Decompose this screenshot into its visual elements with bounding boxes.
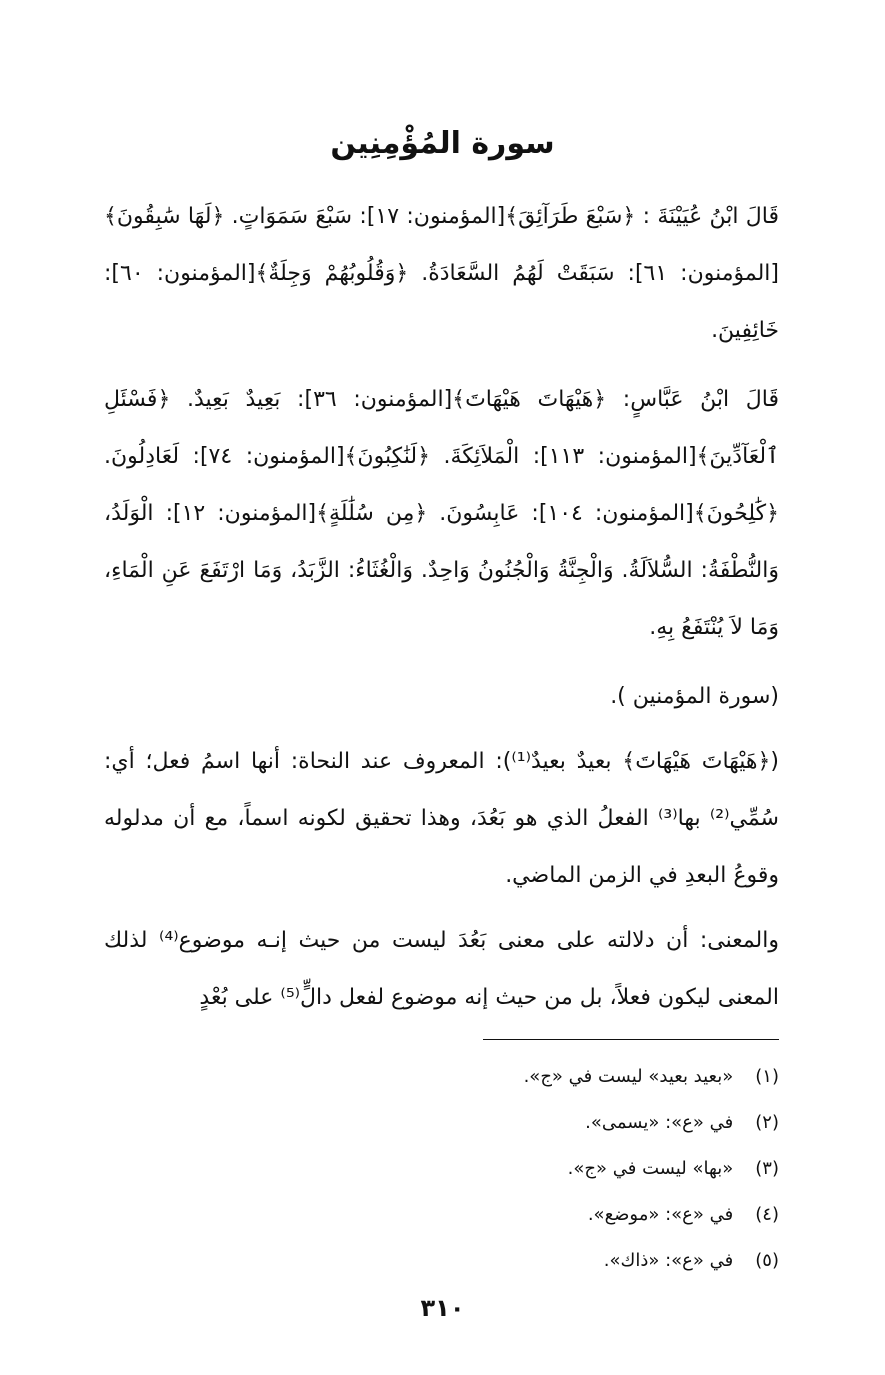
- page-number: ٣١٠: [420, 1294, 465, 1322]
- footnote-number: (١): [755, 1066, 779, 1087]
- surah-title: سورة المُؤْمِنِين: [330, 126, 555, 161]
- footnote-number: (٤): [755, 1204, 779, 1225]
- paragraph-ibn-uyaynah: قَالَ ابْنُ عُيَيْنَةَ : ﴿سَبْعَ طَرَآئِقَ﴾[المؤمنون: ١٧]: سَبْعَ سَمَوَاتٍ. ﴿لَهَا سَٰبِقُونَ﴾[المؤمنون: ٦١]: سَبَقَتْ لَهُمُ السَّعَادَةُ. ﴿وَقُلُوبُهُمْ وَجِلَةٌ﴾[المؤمنون: ٦٠]: خَائِفِينَ.: [104, 204, 780, 343]
- footnote-number: (٥): [755, 1250, 779, 1271]
- commentary-paragraph-2: والمعنى: أن دلالته على معنى بَعُدَ ليست من حيث إنـه موضوع⁽⁴⁾ لذلك المعنى ليكون فعلاً، بل من حيث إنه موضوع لفعل دالٍّ⁽⁵⁾ على بُعْدٍ: [104, 928, 779, 1010]
- footnote-5: [279, 1238, 779, 1284]
- commentary-heading: (سورة المؤمنين ).: [610, 684, 779, 709]
- footnotes: [279, 1054, 779, 1284]
- paragraph-ibn-abbas: قَالَ ابْنُ عَبَّاسٍ: ﴿هَيْهَاتَ هَيْهَاتَ﴾[المؤمنون: ٣٦]: بَعِيدٌ بَعِيدٌ. ﴿فَسْئَلِ ٱلْعَآدِّينَ﴾[المؤمنون: ١١٣]: الْمَلاَئِكَةَ. ﴿لَنَٰكِبُونَ﴾[المؤمنون: ٧٤]: لَعَادِلُونَ. ﴿كَٰلِحُونَ﴾[المؤمنون: ١٠٤]: عَابِسُونَ. ﴿مِن سُلَٰلَةٍ﴾[المؤمنون: ١٢]: الْوَلَدُ، وَالنُّطْفَةُ: السُّلاَلَةُ. وَالْجِنَّةُ وَالْجُنُونُ وَاحِدٌ. وَالْغُثَاءُ: الزَّبَدُ، وَمَا ارْتَفَعَ عَنِ الْمَاءِ، وَمَا لاَ يُنْتَفَعُ بِهِ.: [104, 387, 779, 640]
- footnote-text: في «ع»: «يسمى».: [585, 1112, 734, 1133]
- footnote-text: «بعيد بعيد» ليست في «ج».: [523, 1066, 734, 1087]
- footnote-3: [279, 1146, 779, 1192]
- footnote-1: [279, 1054, 779, 1100]
- footnote-number: (٢): [755, 1112, 779, 1133]
- commentary-paragraph-1: (﴿هَيْهَاتَ هَيْهَاتَ﴾ بعيدٌ بعيدٌ⁽¹⁾): المعروف عند النحاة: أنها اسمُ فعل؛ أي: سُمِّي⁽²⁾ بها⁽³⁾ الفعلُ الذي هو بَعُدَ، وهذا تحقيق لكونه اسماً، مع أن مدلوله وقوعُ البعدِ في الزمن الماضي.: [104, 749, 779, 888]
- footnote-text: «بها» ليست في «ج».: [567, 1158, 734, 1179]
- footnote-2: [279, 1100, 779, 1146]
- footnote-text: في «ع»: «موضع».: [587, 1204, 734, 1225]
- footnote-text: في «ع»: «ذاك».: [603, 1250, 734, 1271]
- footnote-4: [279, 1192, 779, 1238]
- main-text: [104, 188, 779, 1038]
- footnote-separator: [483, 1039, 779, 1040]
- footnote-number: (٣): [755, 1158, 779, 1179]
